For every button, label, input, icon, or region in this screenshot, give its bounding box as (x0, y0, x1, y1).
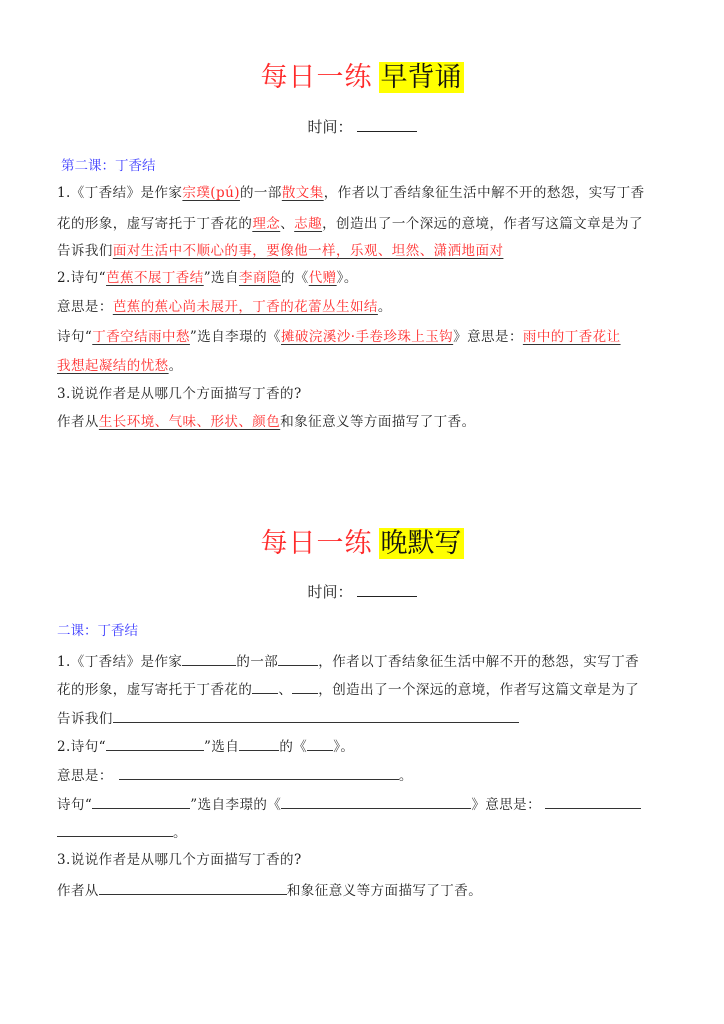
blank-author[interactable] (182, 650, 236, 666)
blank-aspects[interactable] (99, 879, 287, 895)
evening-time-row (0, 582, 724, 602)
morning-q1-line1: 1.《丁香结》是作家宗璞(pú)的一部散文集，作者以丁香结象征生活中解不开的愁怨，实写丁香 (57, 185, 645, 201)
evening-lesson-heading: 二课：丁香结 (57, 623, 138, 639)
evening-q1-line3: 告诉我们 (57, 707, 669, 729)
title-highlight: 晚默写 (380, 528, 462, 559)
morning-q3-answer-line: 作者从生长环境、气味、形状、颜色和象征意义等方面描写了丁香。 (57, 414, 476, 430)
morning-q2-line4: 我想起凝结的忧愁。 (57, 358, 183, 374)
blank-purpose[interactable] (113, 707, 519, 723)
evening-q1-line1: 1.《丁香结》是作家 的一部 ，作者以丁香结象征生活中解不开的愁怨，实写丁香 (57, 650, 669, 672)
blank-meaning-2b[interactable] (57, 821, 173, 837)
answer-idea: 理念 (252, 216, 281, 232)
evening-q2-line3: 诗句“ ”选自李璟的《 》意思是： (57, 793, 669, 815)
answer-author: 宗璞(pú) (182, 185, 240, 201)
blank-poem-title-2[interactable] (281, 793, 471, 809)
blank-poem-title[interactable] (307, 735, 333, 751)
blank-poem-line[interactable] (106, 735, 204, 751)
evening-q1-line2: 花的形象，虚写寄托于丁香花的 、 ，创造出了一个深远的意境，作者写这篇文章是为了 (57, 678, 669, 700)
answer-meaning-2a: 雨中的丁香花让 (522, 329, 621, 345)
evening-title (0, 526, 724, 562)
answer-poet: 李商隐 (238, 270, 281, 286)
morning-lesson-heading: 第二课：丁香结 (61, 158, 156, 174)
answer-interest: 志趣 (294, 216, 323, 232)
answer-meaning-2b: 我想起凝结的忧愁 (57, 358, 169, 374)
evening-q3-question: 3.说说作者是从哪几个方面描写丁香的? (57, 852, 302, 868)
time-blank[interactable] (357, 582, 417, 597)
blank-meaning-2a[interactable] (545, 793, 641, 809)
morning-title (0, 60, 724, 96)
morning-q1-line2: 花的形象，虚写寄托于丁香花的理念、志趣，创造出了一个深远的意境，作者写这篇文章是为了 (57, 216, 643, 232)
blank-meaning[interactable] (119, 764, 399, 780)
answer-purpose: 面对生活中不顺心的事，要像他一样，乐观、坦然、潇洒地面对 (112, 243, 504, 259)
blank-interest[interactable] (292, 678, 318, 694)
evening-q2-line1: 2.诗句“ ”选自 的《 》。 (57, 735, 669, 757)
morning-q2-line3: 诗句“丁香空结雨中愁”选自李璟的《摊破浣溪沙·手卷珍珠上玉钩》意思是：雨中的丁香花让 (57, 329, 621, 345)
answer-poem-title: 代赠 (308, 270, 337, 286)
answer-aspects: 生长环境、气味、形状、颜色 (98, 414, 281, 430)
blank-idea[interactable] (252, 678, 278, 694)
evening-q2-line4: 。 (57, 821, 669, 843)
morning-q1-line3: 告诉我们面对生活中不顺心的事，要像他一样，乐观、坦然、潇洒地面对 (57, 243, 504, 259)
answer-genre: 散文集 (281, 185, 324, 201)
answer-poem-line-2: 丁香空结雨中愁 (92, 329, 190, 345)
title-prefix: 每日一练 (260, 62, 373, 93)
title-prefix: 每日一练 (260, 528, 373, 559)
morning-q2-line2: 意思是：芭蕉的蕉心尚未展开，丁香的花蕾丛生如结。 (57, 299, 392, 315)
blank-poem-line-2[interactable] (92, 793, 190, 809)
blank-genre[interactable] (278, 650, 318, 666)
time-label: 时间： (307, 118, 353, 136)
title-highlight: 早背诵 (380, 62, 462, 93)
answer-meaning: 芭蕉的蕉心尚未展开，丁香的花蕾丛生如结 (112, 299, 378, 315)
answer-poem-title-2: 摊破浣溪沙·手卷珍珠上玉钩 (280, 329, 454, 345)
evening-q2-line2: 意思是： 。 (57, 764, 669, 786)
evening-q3-answer-line: 作者从 和象征意义等方面描写了丁香。 (57, 879, 669, 901)
time-blank[interactable] (357, 117, 417, 132)
morning-time-row (0, 117, 724, 137)
answer-poem-line: 芭蕉不展丁香结 (106, 270, 204, 286)
morning-q2-line1: 2.诗句“芭蕉不展丁香结”选自李商隐的《代赠》。 (57, 270, 358, 286)
morning-q3-question: 3.说说作者是从哪几个方面描写丁香的? (57, 386, 302, 402)
blank-poet[interactable] (239, 735, 279, 751)
time-label: 时间： (307, 583, 353, 601)
